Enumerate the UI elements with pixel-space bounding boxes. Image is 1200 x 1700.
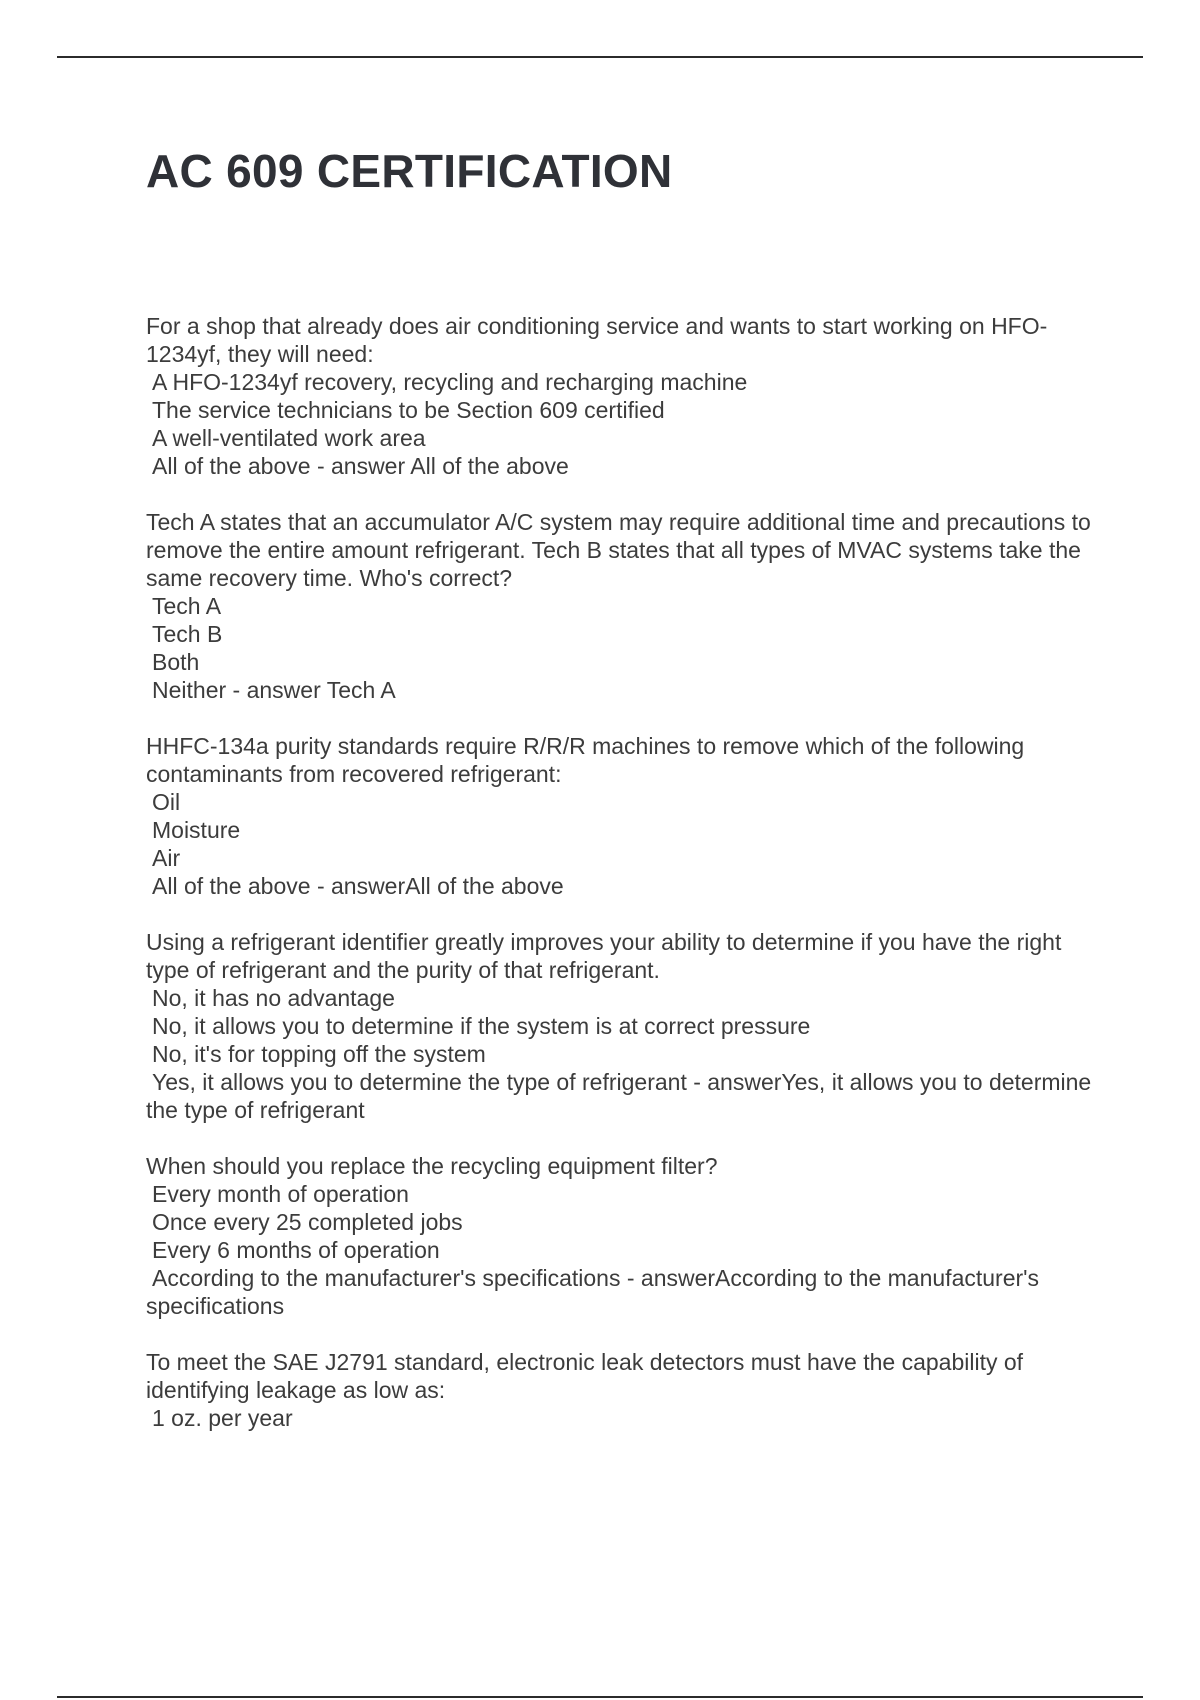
option-list [146,984,1106,1124]
option: All of the above - answerAll of the above [152,873,564,899]
page-title: AC 609 CERTIFICATION [146,145,673,197]
option: Both [152,649,200,675]
question-text: Using a refrigerant identifier greatly improves your ability to determine if you have the right type of refrigerant and the purity of that refrigerant. [146,929,1062,983]
option: All of the above - answer All of the above [152,453,569,479]
qa-block [146,1152,1106,1320]
option: No, it allows you to determine if the system is at correct pressure [152,1013,811,1039]
qa-block [146,928,1106,1124]
option: Air [152,845,181,871]
qa-block [146,1348,1106,1432]
option: 1 oz. per year [152,1405,293,1431]
question-text: Tech A states that an accumulator A/C system may require additional time and precautions to remove the entire amount refrigerant. Tech B states that all types of MVAC systems take the same recovery time. Who's correct? [146,509,1091,591]
option: According to the manufacturer's specifications - answerAccording to the manufacturer's specifications [146,1265,1040,1319]
option-list [146,1180,1106,1320]
option-list [146,592,1106,704]
qa-block [146,508,1106,704]
option: Every 6 months of operation [152,1237,440,1263]
qa-content [146,312,1106,1460]
option: Neither - answer Tech A [152,677,396,703]
option: Oil [152,789,181,815]
question-text: To meet the SAE J2791 standard, electronic leak detectors must have the capability of identifying leakage as low as: [146,1349,1024,1403]
option: Yes, it allows you to determine the type of refrigerant - answerYes, it allows you to determine the type of refrigerant [146,1069,1092,1123]
option: A well-ventilated work area [152,425,426,451]
qa-block [146,312,1106,480]
question-text: HHFC-134a purity standards require R/R/R machines to remove which of the following contaminants from recovered refrigerant: [146,733,1025,787]
option: Every month of operation [152,1181,409,1207]
option: A HFO-1234yf recovery, recycling and recharging machine [152,369,748,395]
question-text: For a shop that already does air conditioning service and wants to start working on HFO-1234yf, they will need: [146,313,1048,367]
option: Tech A [152,593,222,619]
option-list [146,1404,1106,1432]
option: No, it has no advantage [152,985,395,1011]
option-list [146,368,1106,480]
question-text: When should you replace the recycling equipment filter? [146,1153,718,1179]
qa-block [146,732,1106,900]
top-divider [57,56,1143,58]
option: The service technicians to be Section 609 certified [152,397,665,423]
bottom-divider [57,1696,1143,1698]
option: Moisture [152,817,241,843]
option: No, it's for topping off the system [152,1041,486,1067]
option: Once every 25 completed jobs [152,1209,463,1235]
option: Tech B [152,621,223,647]
option-list [146,788,1106,900]
